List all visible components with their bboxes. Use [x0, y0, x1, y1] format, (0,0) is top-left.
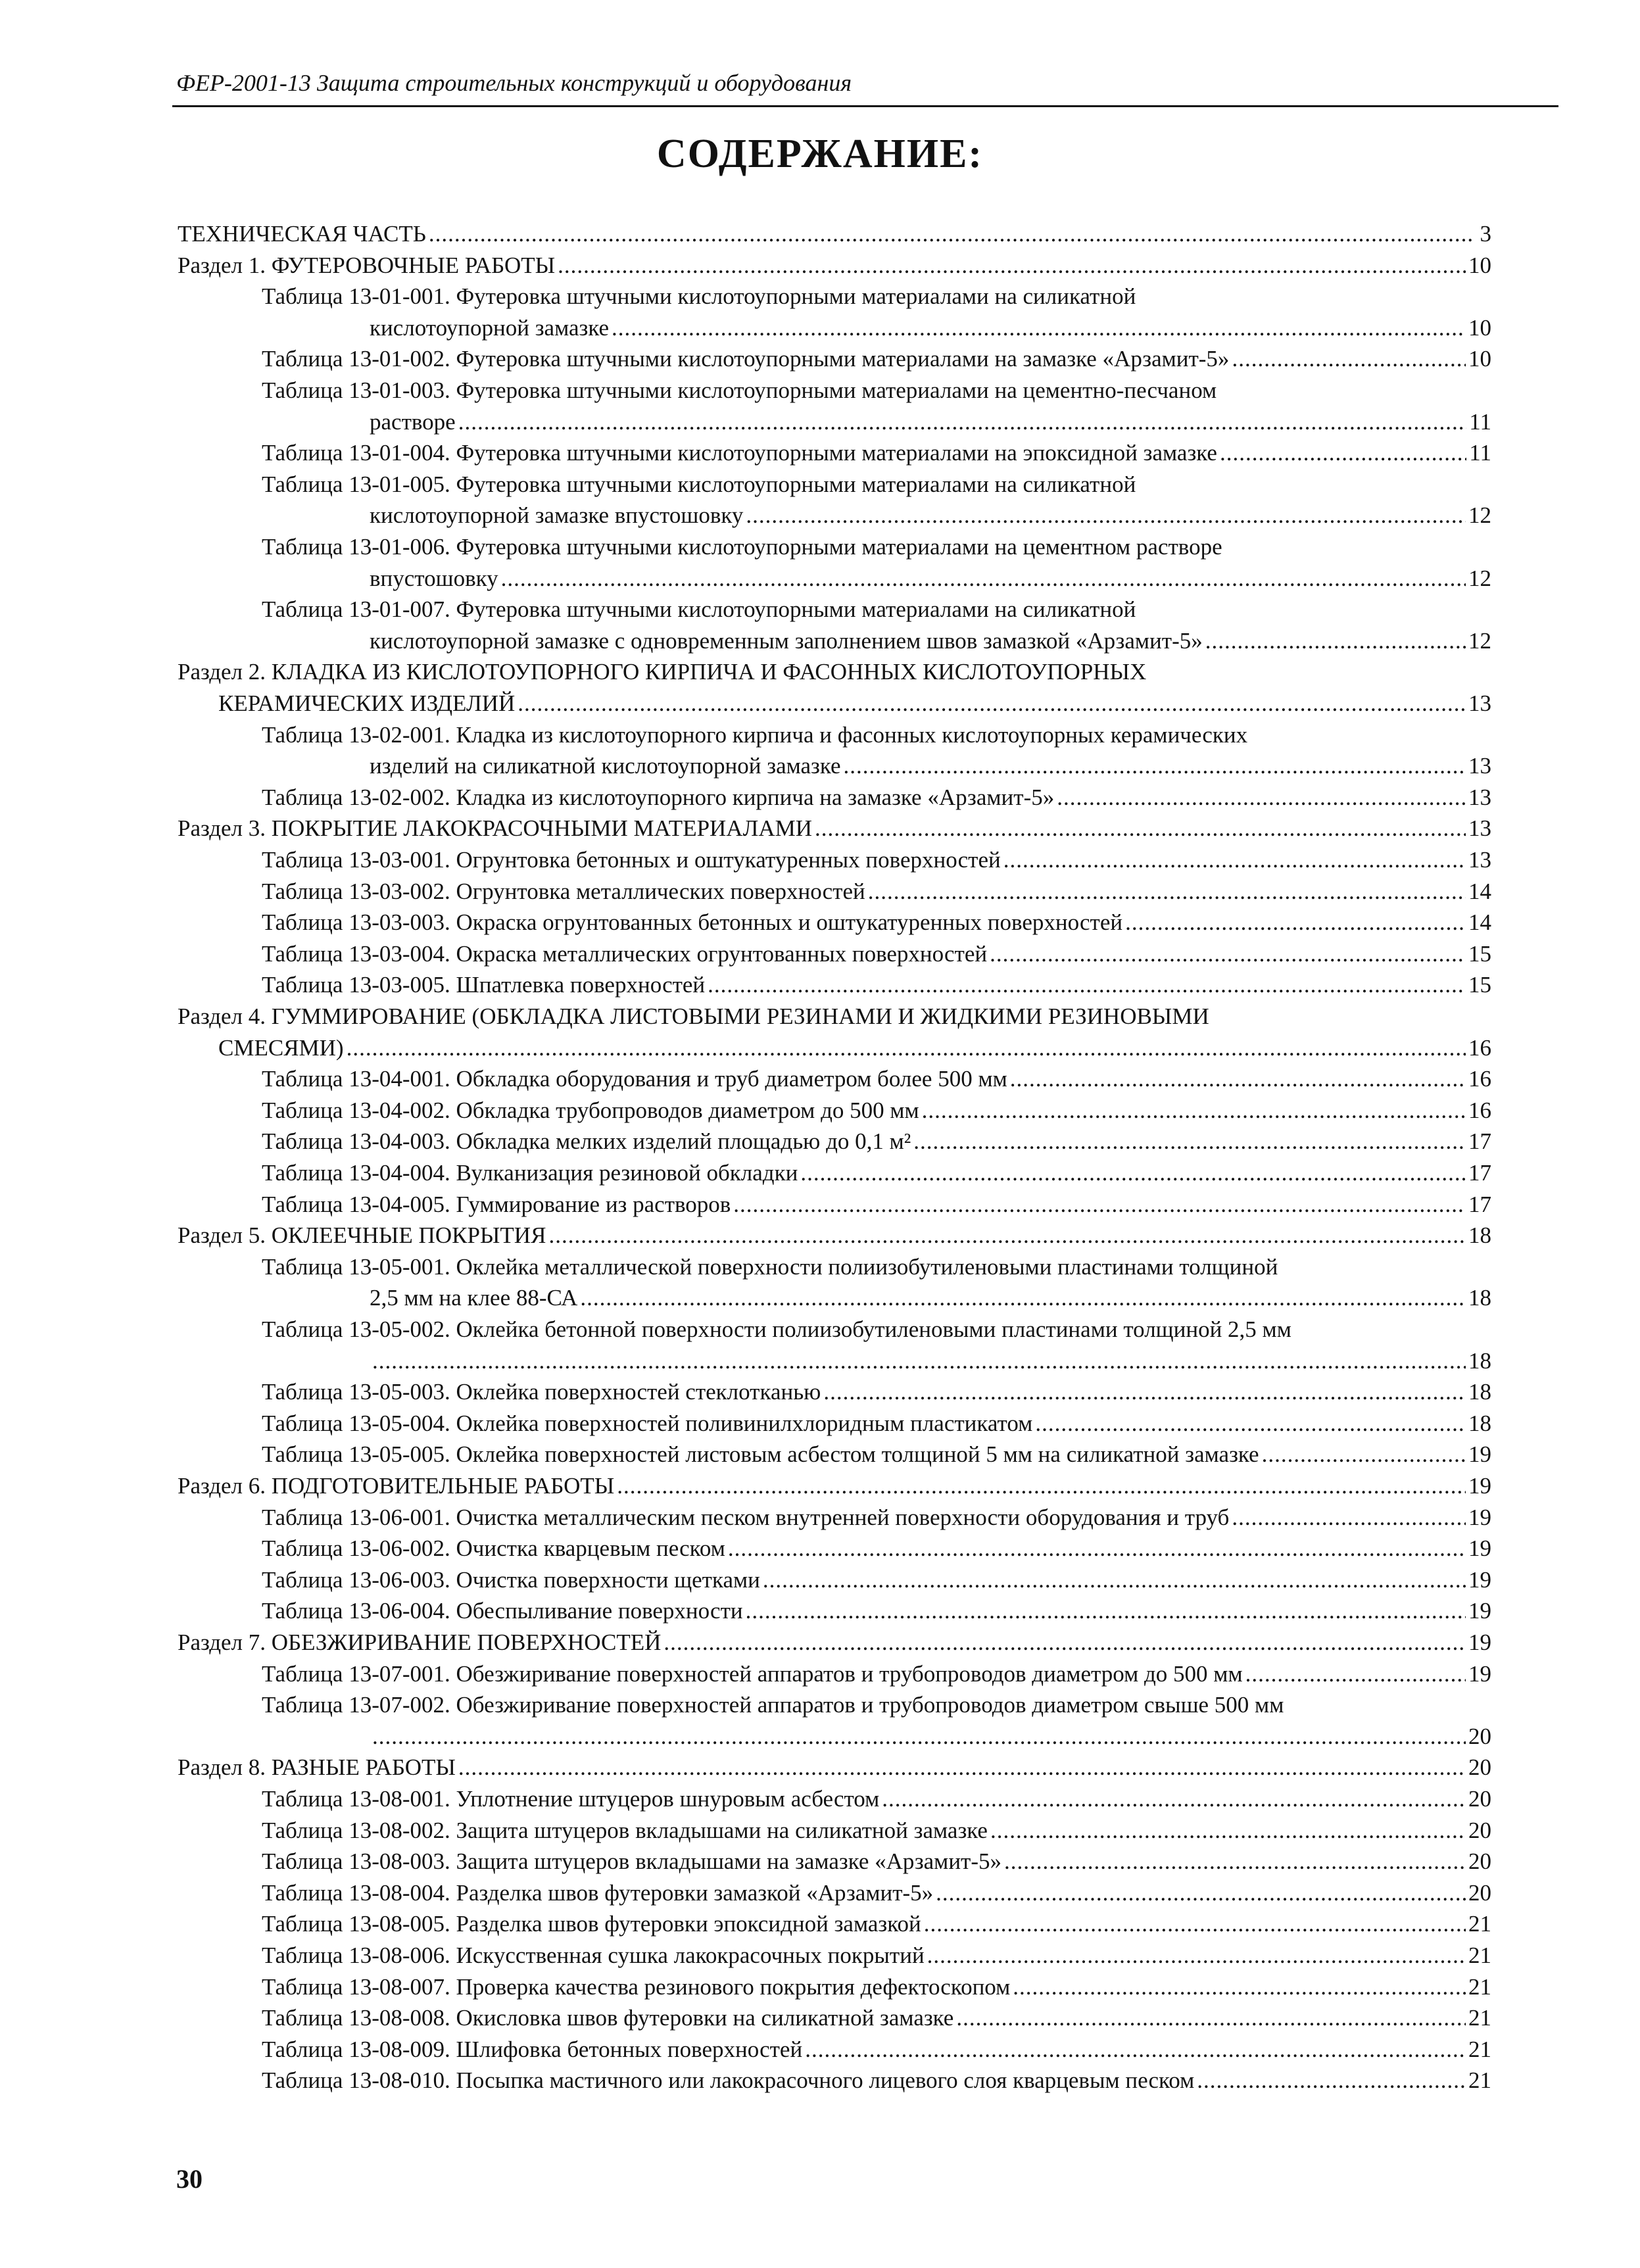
toc-entry-title: ТЕХНИЧЕСКАЯ ЧАСТЬ: [178, 221, 426, 247]
toc-entry-page: 20: [1468, 1879, 1491, 1906]
toc-entry-page: 20: [1468, 1848, 1491, 1875]
dot-leader: [868, 877, 1466, 907]
toc-entry: [262, 1659, 1491, 1689]
toc-entry: [262, 1972, 1491, 2002]
toc-entry-title-line: Таблица 13-01-005. Футеровка штучными кислотоупорными материалами на силикатной: [262, 471, 1136, 497]
dot-leader: [1220, 438, 1466, 468]
toc-entry: [262, 1096, 1491, 1126]
toc-entry-title: Таблица 13-04-001. Обкладка оборудования и труб диаметром более 500 мм: [262, 1066, 1007, 1092]
toc-entry: [370, 1722, 1491, 1752]
toc-entry-page: 18: [1468, 1410, 1491, 1436]
toc-entry-title: кислотоупорной замазке впустошовку: [370, 502, 744, 529]
dot-leader: [1232, 1503, 1466, 1533]
dot-leader: [990, 1816, 1466, 1846]
toc-entry-page: 20: [1468, 1723, 1491, 1749]
dot-leader: [663, 1628, 1466, 1658]
toc-entry: [262, 1409, 1491, 1439]
toc-entry-page: 19: [1468, 1441, 1491, 1468]
toc-entry-title: 2,5 мм на клее 88-СА: [370, 1285, 578, 1311]
dot-leader: [429, 219, 1474, 249]
toc-entry-page: 21: [1468, 2036, 1491, 2062]
toc-entry-title: Таблица 13-04-003. Обкладка мелких изделий площадью до 0,1 м²: [262, 1128, 911, 1155]
toc-entry: [178, 1220, 1491, 1251]
toc-entry: [262, 2065, 1491, 2096]
toc-entry-title: Таблица 13-08-001. Уплотнение штуцеров шнуровым асбестом: [262, 1786, 880, 1812]
toc-entry-title: Таблица 13-06-003. Очистка поверхности щетками: [262, 1566, 760, 1593]
toc-entry-title: впустошовку: [370, 565, 498, 591]
toc-entry-title: Таблица 13-06-001. Очистка металлическим песком внутренней поверхности оборудования и труб: [262, 1504, 1230, 1530]
dot-leader: [815, 813, 1466, 844]
toc-entry-page: 16: [1468, 1066, 1491, 1092]
toc-entry-page: 18: [1468, 1347, 1491, 1374]
toc-entry-page: 19: [1468, 1473, 1491, 1499]
toc-entry: [262, 1596, 1491, 1626]
dot-leader: [728, 1533, 1466, 1564]
page-title: СОДЕРЖАНИЕ:: [656, 132, 984, 176]
dot-leader: [936, 1878, 1466, 1908]
toc-entry: [262, 1377, 1491, 1407]
toc-entry-title-line: Раздел 2. КЛАДКА ИЗ КИСЛОТОУПОРНОГО КИРПИЧА И ФАСОННЫХ КИСЛОТОУПОРНЫХ: [178, 659, 1147, 685]
toc-entry: [262, 1503, 1491, 1533]
toc-entry-page: 18: [1468, 1379, 1491, 1405]
toc-entry: [262, 907, 1491, 938]
dot-leader: [347, 1033, 1466, 1063]
toc-entry: [262, 1439, 1491, 1470]
dot-leader: [844, 751, 1466, 781]
toc-entry: [262, 344, 1491, 374]
toc-entry-title: Таблица 13-08-005. Разделка швов футеровки эпоксидной замазкой: [262, 1911, 921, 1937]
toc-entry-page: 21: [1468, 2005, 1491, 2031]
dot-leader: [927, 1941, 1466, 1971]
toc-entry-title: Таблица 13-08-010. Посыпка мастичного или лакокрасочного лицевого слоя кварцевым песком: [262, 2067, 1195, 2094]
toc-entry-page: 13: [1468, 753, 1491, 779]
toc-entry: [370, 500, 1491, 531]
toc-entry-title: Таблица 13-04-002. Обкладка трубопроводов диаметром до 500 мм: [262, 1097, 919, 1123]
dot-leader: [733, 1190, 1466, 1220]
toc-entry-page: 13: [1468, 847, 1491, 873]
dot-leader: [708, 970, 1466, 1000]
toc-entry-page: 18: [1468, 1222, 1491, 1249]
dot-leader: [1003, 845, 1466, 875]
toc-entry-title: Таблица 13-08-009. Шлифовка бетонных поверхностей: [262, 2036, 803, 2062]
toc-entry: [262, 1846, 1491, 1877]
toc-entry-page: 12: [1468, 565, 1491, 591]
dot-leader: [372, 1722, 1466, 1752]
toc-entry-title-line: Таблица 13-05-001. Оклейка металлической поверхности полиизобутиленовыми пластинами толщиной: [262, 1253, 1278, 1280]
toc-entry-title: Таблица 13-03-005. Шпатлевка поверхностей: [262, 972, 706, 998]
dot-leader: [372, 1346, 1466, 1376]
dot-leader: [1013, 1972, 1466, 2002]
toc-entry: [262, 1158, 1491, 1188]
toc-entry-title: Таблица 13-05-005. Оклейка поверхностей листовым асбестом толщиной 5 мм на силикатной замазке: [262, 1441, 1259, 1468]
toc-entry: [178, 1471, 1491, 1501]
toc-entry-page: 21: [1468, 2067, 1491, 2094]
toc-entry-title: СМЕСЯМИ): [218, 1034, 344, 1061]
toc-entry-page: 19: [1468, 1629, 1491, 1655]
page-number: 30: [176, 2164, 203, 2194]
toc-entry-title: Таблица 13-08-002. Защита штуцеров вкладышами на силикатной замазке: [262, 1817, 988, 1843]
toc-entry-title: Таблица 13-03-003. Окраска огрунтованных бетонных и оштукатуренных поверхностей: [262, 909, 1123, 936]
dot-leader: [924, 1909, 1466, 1939]
toc-entry: [262, 1064, 1491, 1094]
toc-entry-page: 16: [1468, 1097, 1491, 1123]
dot-leader: [548, 1220, 1466, 1251]
toc-entry-page: 16: [1468, 1034, 1491, 1061]
dot-leader: [1245, 1659, 1466, 1689]
toc-entry-page: 20: [1468, 1786, 1491, 1812]
toc-entry-page: 15: [1468, 972, 1491, 998]
dot-leader: [501, 564, 1466, 594]
toc-entry-title: Таблица 13-05-004. Оклейка поверхностей поливинилхлоридным пластикатом: [262, 1410, 1033, 1436]
dot-leader: [882, 1784, 1466, 1814]
toc-entry: [262, 438, 1491, 468]
toc-entry-page: 10: [1468, 346, 1491, 372]
toc-entry: [370, 1283, 1491, 1313]
toc-entry-title: Раздел 7. ОБЕЗЖИРИВАНИЕ ПОВЕРХНОСТЕЙ: [178, 1629, 662, 1655]
dot-leader: [612, 313, 1466, 343]
toc-entry-page: 19: [1468, 1535, 1491, 1562]
toc-entry-title-line: Раздел 4. ГУММИРОВАНИЕ (ОБКЛАДКА ЛИСТОВЫМИ РЕЗИНАМИ И ЖИДКИМИ РЕЗИНОВЫМИ: [178, 1003, 1209, 1029]
toc-entry-title-line: Таблица 13-05-002. Оклейка бетонной поверхности полиизобутиленовыми пластинами толщиной 2,5 мм: [262, 1316, 1291, 1342]
toc-entry-title-line: Таблица 13-01-001. Футеровка штучными кислотоупорными материалами на силикатной: [262, 283, 1136, 310]
toc-entry-title: Таблица 13-03-004. Окраска металлических огрунтованных поверхностей: [262, 940, 988, 967]
toc-entry-title: Раздел 5. ОКЛЕЕЧНЫЕ ПОКРЫТИЯ: [178, 1222, 546, 1249]
toc-entry-title: Таблица 13-08-006. Искусственная сушка лакокрасочных покрытий: [262, 1942, 925, 1968]
toc-entry: [218, 688, 1491, 719]
toc-entry-title: Таблица 13-06-004. Обеспыливание поверхности: [262, 1598, 743, 1624]
toc-entry: [262, 2035, 1491, 2065]
dot-leader: [1125, 907, 1466, 938]
toc-entry-page: 11: [1469, 440, 1491, 466]
toc-entry-page: 17: [1468, 1191, 1491, 1217]
dot-leader: [922, 1096, 1466, 1126]
toc-entry: [178, 1752, 1491, 1783]
dot-leader: [558, 251, 1466, 281]
dot-leader: [956, 2003, 1466, 2033]
toc-entry-title-line: Таблица 13-02-001. Кладка из кислотоупорного кирпича и фасонных кислотоупорных керамических: [262, 721, 1248, 748]
dot-leader: [617, 1471, 1466, 1501]
toc-entry-title: Раздел 6. ПОДГОТОВИТЕЛЬНЫЕ РАБОТЫ: [178, 1473, 615, 1499]
toc-entry-title: Таблица 13-08-008. Окисловка швов футеровки на силикатной замазке: [262, 2005, 954, 2031]
dot-leader: [1232, 344, 1466, 374]
toc-entry: [262, 845, 1491, 875]
toc-entry: [262, 939, 1491, 969]
dot-leader: [800, 1158, 1466, 1188]
toc-entry-title: Таблица 13-02-002. Кладка из кислотоупорного кирпича на замазке «Арзамит-5»: [262, 784, 1055, 810]
toc-entry: [178, 813, 1491, 844]
dot-leader: [763, 1565, 1466, 1595]
toc-entry-title: Таблица 13-04-004. Вулканизация резиновой обкладки: [262, 1160, 798, 1186]
dot-leader: [580, 1283, 1466, 1313]
toc-entry-page: 21: [1468, 1911, 1491, 1937]
dot-leader: [1057, 783, 1466, 813]
toc-entry-page: 10: [1468, 252, 1491, 278]
toc-entry: [262, 783, 1491, 813]
toc-entry-page: 19: [1468, 1660, 1491, 1687]
toc-entry-page: 19: [1468, 1504, 1491, 1530]
dot-leader: [746, 1596, 1466, 1626]
dot-leader: [1035, 1409, 1466, 1439]
toc-entry-page: 20: [1468, 1817, 1491, 1843]
toc-entry-title-line: Таблица 13-07-002. Обезжиривание поверхностей аппаратов и трубопроводов диаметром свыше 500 мм: [262, 1692, 1284, 1718]
toc-entry-title: Таблица 13-08-003. Защита штуцеров вкладышами на замазке «Арзамит-5»: [262, 1848, 1002, 1875]
toc-entry-page: 19: [1468, 1566, 1491, 1593]
toc-entry: [262, 970, 1491, 1000]
toc-entry: [262, 1941, 1491, 1971]
toc-entry-title: Таблица 13-01-004. Футеровка штучными кислотоупорными материалами на эпоксидной замазке: [262, 440, 1217, 466]
toc-entry: [262, 1533, 1491, 1564]
toc-entry: [262, 1190, 1491, 1220]
toc-entry: [262, 1784, 1491, 1814]
dot-leader: [823, 1377, 1466, 1407]
toc-entry-page: 14: [1468, 878, 1491, 904]
toc-entry-title: изделий на силикатной кислотоупорной замазке: [370, 753, 841, 779]
dot-leader: [990, 939, 1466, 969]
toc-entry-page: 17: [1468, 1128, 1491, 1155]
toc-entry: [262, 2003, 1491, 2033]
toc-entry-page: 10: [1468, 314, 1491, 341]
toc-entry-title: Таблица 13-03-002. Огрунтовка металлических поверхностей: [262, 878, 865, 904]
toc-entry-page: 17: [1468, 1160, 1491, 1186]
dot-leader: [805, 2035, 1466, 2065]
toc-entry-title: Таблица 13-08-007. Проверка качества резинового покрытия дефектоскопом: [262, 1973, 1011, 2000]
toc-entry-title: Таблица 13-03-001. Огрунтовка бетонных и оштукатуренных поверхностей: [262, 847, 1001, 873]
toc-entry-title: Таблица 13-04-005. Гуммирование из растворов: [262, 1191, 731, 1217]
dot-leader: [1004, 1846, 1466, 1877]
dot-leader: [518, 688, 1466, 719]
toc-entry: [370, 564, 1491, 594]
toc-entry-page: 13: [1468, 815, 1491, 842]
toc-entry: [370, 751, 1491, 781]
toc-entry-title: растворе: [370, 408, 456, 435]
toc-entry: [262, 1126, 1491, 1157]
toc-entry-title: Раздел 8. РАЗНЫЕ РАБОТЫ: [178, 1754, 456, 1781]
toc-entry: [262, 877, 1491, 907]
toc-entry-title: Раздел 3. ПОКРЫТИЕ ЛАКОКРАСОЧНЫМИ МАТЕРИАЛАМИ: [178, 815, 812, 842]
running-header: ФЕР-2001-13 Защита строительных конструкций и оборудования: [176, 70, 852, 96]
toc-entry: [370, 1346, 1491, 1376]
toc-entry: [370, 626, 1491, 656]
toc-entry-page: 14: [1468, 909, 1491, 936]
dot-leader: [1262, 1439, 1466, 1470]
dot-leader: [1205, 626, 1466, 656]
toc-entry: [370, 407, 1491, 437]
toc-entry-title: Таблица 13-07-001. Обезжиривание поверхностей аппаратов и трубопроводов диаметром до 500 мм: [262, 1660, 1243, 1687]
toc-entry-title-line: Таблица 13-01-003. Футеровка штучными кислотоупорными материалами на цементно-песчаном: [262, 377, 1217, 403]
toc-entry-page: 19: [1468, 1598, 1491, 1624]
toc-entry: [262, 1565, 1491, 1595]
toc-entry: [262, 1816, 1491, 1846]
toc-entry-page: 12: [1468, 502, 1491, 529]
toc-entry-title-line: Таблица 13-01-007. Футеровка штучными кислотоупорными материалами на силикатной: [262, 596, 1136, 623]
toc-entry-title: Таблица 13-01-002. Футеровка штучными кислотоупорными материалами на замазке «Арзамит-5»: [262, 346, 1230, 372]
toc-entry-page: 3: [1480, 221, 1491, 247]
toc-entry: [178, 219, 1491, 249]
toc-entry-page: 20: [1468, 1754, 1491, 1781]
toc-entry-page: 15: [1468, 940, 1491, 967]
toc-entry: [218, 1033, 1491, 1063]
toc-entry-title: Таблица 13-06-002. Очистка кварцевым песком: [262, 1535, 725, 1562]
toc-entry: [178, 251, 1491, 281]
toc-entry: [178, 1628, 1491, 1658]
toc-entry-page: 13: [1468, 690, 1491, 716]
toc-entry-title: Таблица 13-05-003. Оклейка поверхностей стеклотканью: [262, 1379, 821, 1405]
dot-leader: [746, 500, 1466, 531]
dot-leader: [913, 1126, 1466, 1157]
toc-entry-title-line: Таблица 13-01-006. Футеровка штучными кислотоупорными материалами на цементном растворе: [262, 534, 1222, 560]
toc-entry-title: кислотоупорной замазке: [370, 314, 610, 341]
dot-leader: [458, 1752, 1466, 1783]
toc-entry: [370, 313, 1491, 343]
toc-entry-title: Раздел 1. ФУТЕРОВОЧНЫЕ РАБОТЫ: [178, 252, 556, 278]
toc-entry-page: 21: [1468, 1942, 1491, 1968]
toc-entry-title: кислотоупорной замазке с одновременным заполнением швов замазкой «Арзамит-5»: [370, 627, 1203, 654]
toc-entry-title: Таблица 13-08-004. Разделка швов футеровки замазкой «Арзамит-5»: [262, 1879, 934, 1906]
toc-entry: [262, 1909, 1491, 1939]
toc-entry-page: 21: [1468, 1973, 1491, 2000]
toc-entry-page: 12: [1468, 627, 1491, 654]
dot-leader: [458, 407, 1467, 437]
dot-leader: [1010, 1064, 1466, 1094]
toc-entry-title: КЕРАМИЧЕСКИХ ИЗДЕЛИЙ: [218, 690, 516, 716]
toc-entry: [262, 1878, 1491, 1908]
toc-entry-page: 18: [1468, 1285, 1491, 1311]
toc-entry-page: 11: [1469, 408, 1491, 435]
dot-leader: [1197, 2065, 1466, 2096]
toc-entry-page: 13: [1468, 784, 1491, 810]
